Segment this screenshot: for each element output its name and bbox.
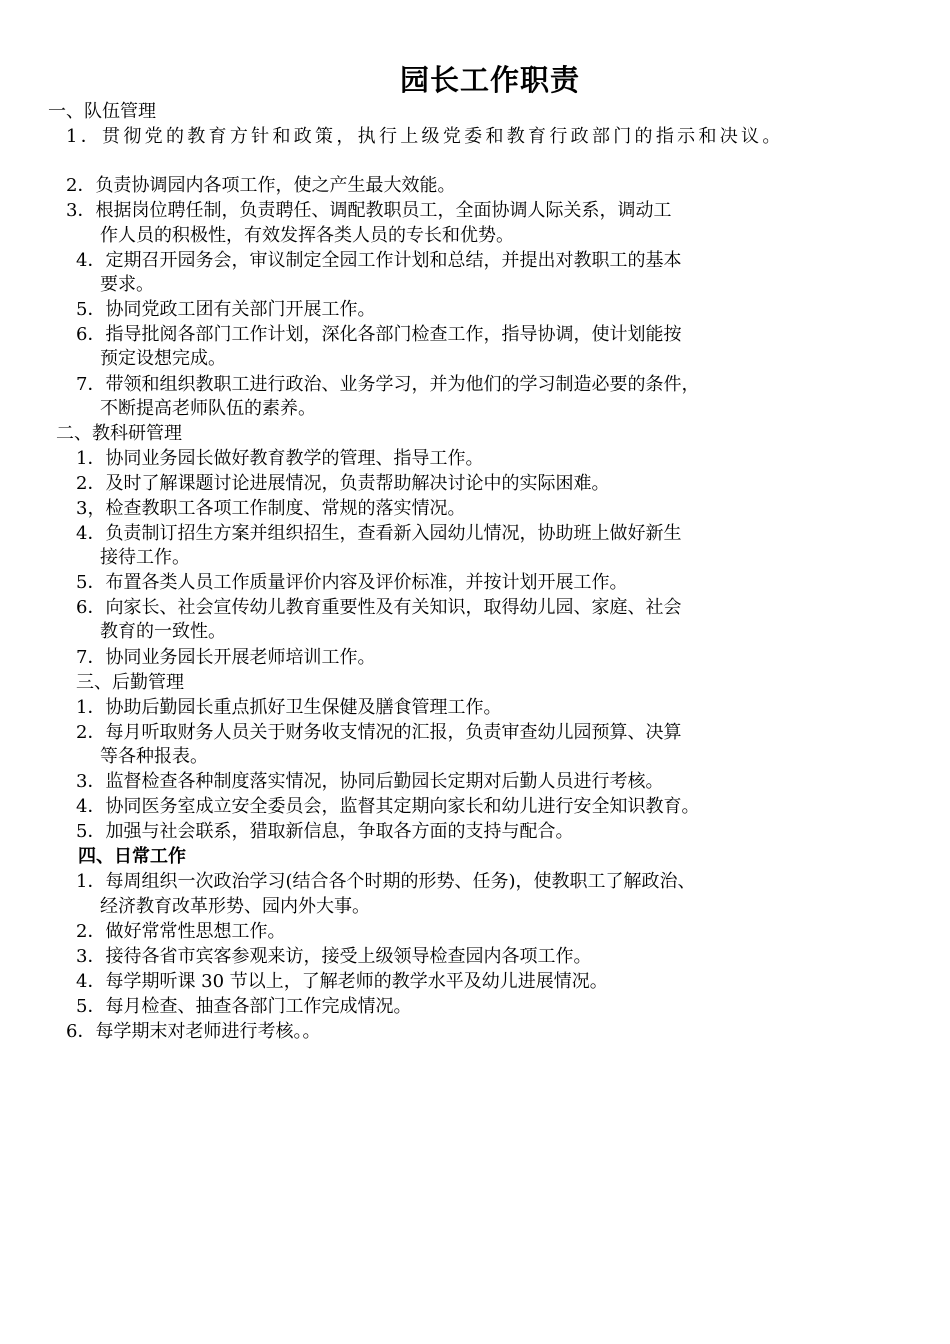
list-item: 5．每月检查、抽查各部门工作完成情况。 [76, 996, 412, 1017]
list-item: 4．负责制订招生方案并组织招生，查看新入园幼儿情况，协助班上做好新生 [76, 523, 682, 544]
list-item: 6．指导批阅各部门工作计划，深化各部门检查工作，指导协调，使计划能按 [76, 324, 682, 345]
list-item-continuation: 要求。 [100, 274, 154, 295]
list-item: 5．布置各类人员工作质量评价内容及评价标准，并按计划开展工作。 [76, 572, 628, 593]
list-item: 2．每月听取财务人员关于财务收支情况的汇报，负责审查幼儿园预算、决算 [76, 722, 682, 743]
list-item: 6．每学期末对老师进行考核。。 [66, 1021, 321, 1042]
list-item-continuation: 经济教育改革形势、园内外大事。 [100, 896, 370, 917]
list-item: 1．贯彻党的教育方针和政策，执行上级党委和教育行政部门的指示和决议。 [66, 126, 784, 147]
list-item: 3，检查教职工各项工作制度、常规的落实情况。 [76, 498, 466, 519]
page-title: 园长工作职责 [399, 63, 580, 97]
list-item-continuation: 等各种报表。 [100, 746, 208, 767]
list-item: 2．及时了解课题讨论进展情况，负责帮助解决讨论中的实际困难。 [76, 473, 610, 494]
list-item: 7．带领和组织教职工进行政治、业务学习，并为他们的学习制造必要的条件， [76, 374, 700, 395]
list-item: 5．加强与社会联系，猎取新信息，争取各方面的支持与配合。 [76, 821, 574, 842]
section-heading: 一、队伍管理 [48, 101, 156, 122]
list-item-continuation: 教育的一致性。 [100, 621, 226, 642]
list-item: 2．做好常常性思想工作。 [76, 921, 286, 942]
section-heading: 二、教科研管理 [56, 423, 182, 444]
list-item-continuation: 预定设想完成。 [100, 348, 226, 369]
list-item: 1．协同业务园长做好教育教学的管理、指导工作。 [76, 448, 484, 469]
list-item: 7．协同业务园长开展老师培训工作。 [76, 647, 376, 668]
list-item-continuation: 作人员的积极性，有效发挥各类人员的专长和优势。 [100, 225, 514, 246]
list-item: 4．每学期听课 30 节以上，了解老师的教学水平及幼儿进展情况。 [76, 971, 608, 992]
section-heading: 四、日常工作 [78, 846, 186, 867]
list-item: 3．监督检查各种制度落实情况，协同后勤园长定期对后勤人员进行考核。 [76, 771, 664, 792]
list-item: 5．协同党政工团有关部门开展工作。 [76, 299, 376, 320]
list-item-continuation: 不断提高老师队伍的素养。 [100, 398, 316, 419]
list-item: 4．定期召开园务会，审议制定全园工作计划和总结，并提出对教职工的基本 [76, 250, 682, 271]
list-item: 3．根据岗位聘任制，负责聘任、调配教职员工，全面协调人际关系，调动工 [66, 200, 672, 221]
section-heading: 三、后勤管理 [76, 672, 184, 693]
list-item: 1．协助后勤园长重点抓好卫生保健及膳食管理工作。 [76, 697, 502, 718]
list-item-continuation: 接待工作。 [100, 547, 190, 568]
list-item: 2．负责协调园内各项工作，使之产生最大效能。 [66, 175, 456, 196]
list-item: 3．接待各省市宾客参观来访，接受上级领导检查园内各项工作。 [76, 946, 592, 967]
list-item: 6．向家长、社会宣传幼儿教育重要性及有关知识，取得幼儿园、家庭、社会 [76, 597, 682, 618]
list-item: 1．每周组织一次政治学习(结合各个时期的形势、任务)，使教职工了解政治、 [76, 871, 696, 892]
list-item: 4．协同医务室成立安全委员会，监督其定期向家长和幼儿进行安全知识教育。 [76, 796, 700, 817]
